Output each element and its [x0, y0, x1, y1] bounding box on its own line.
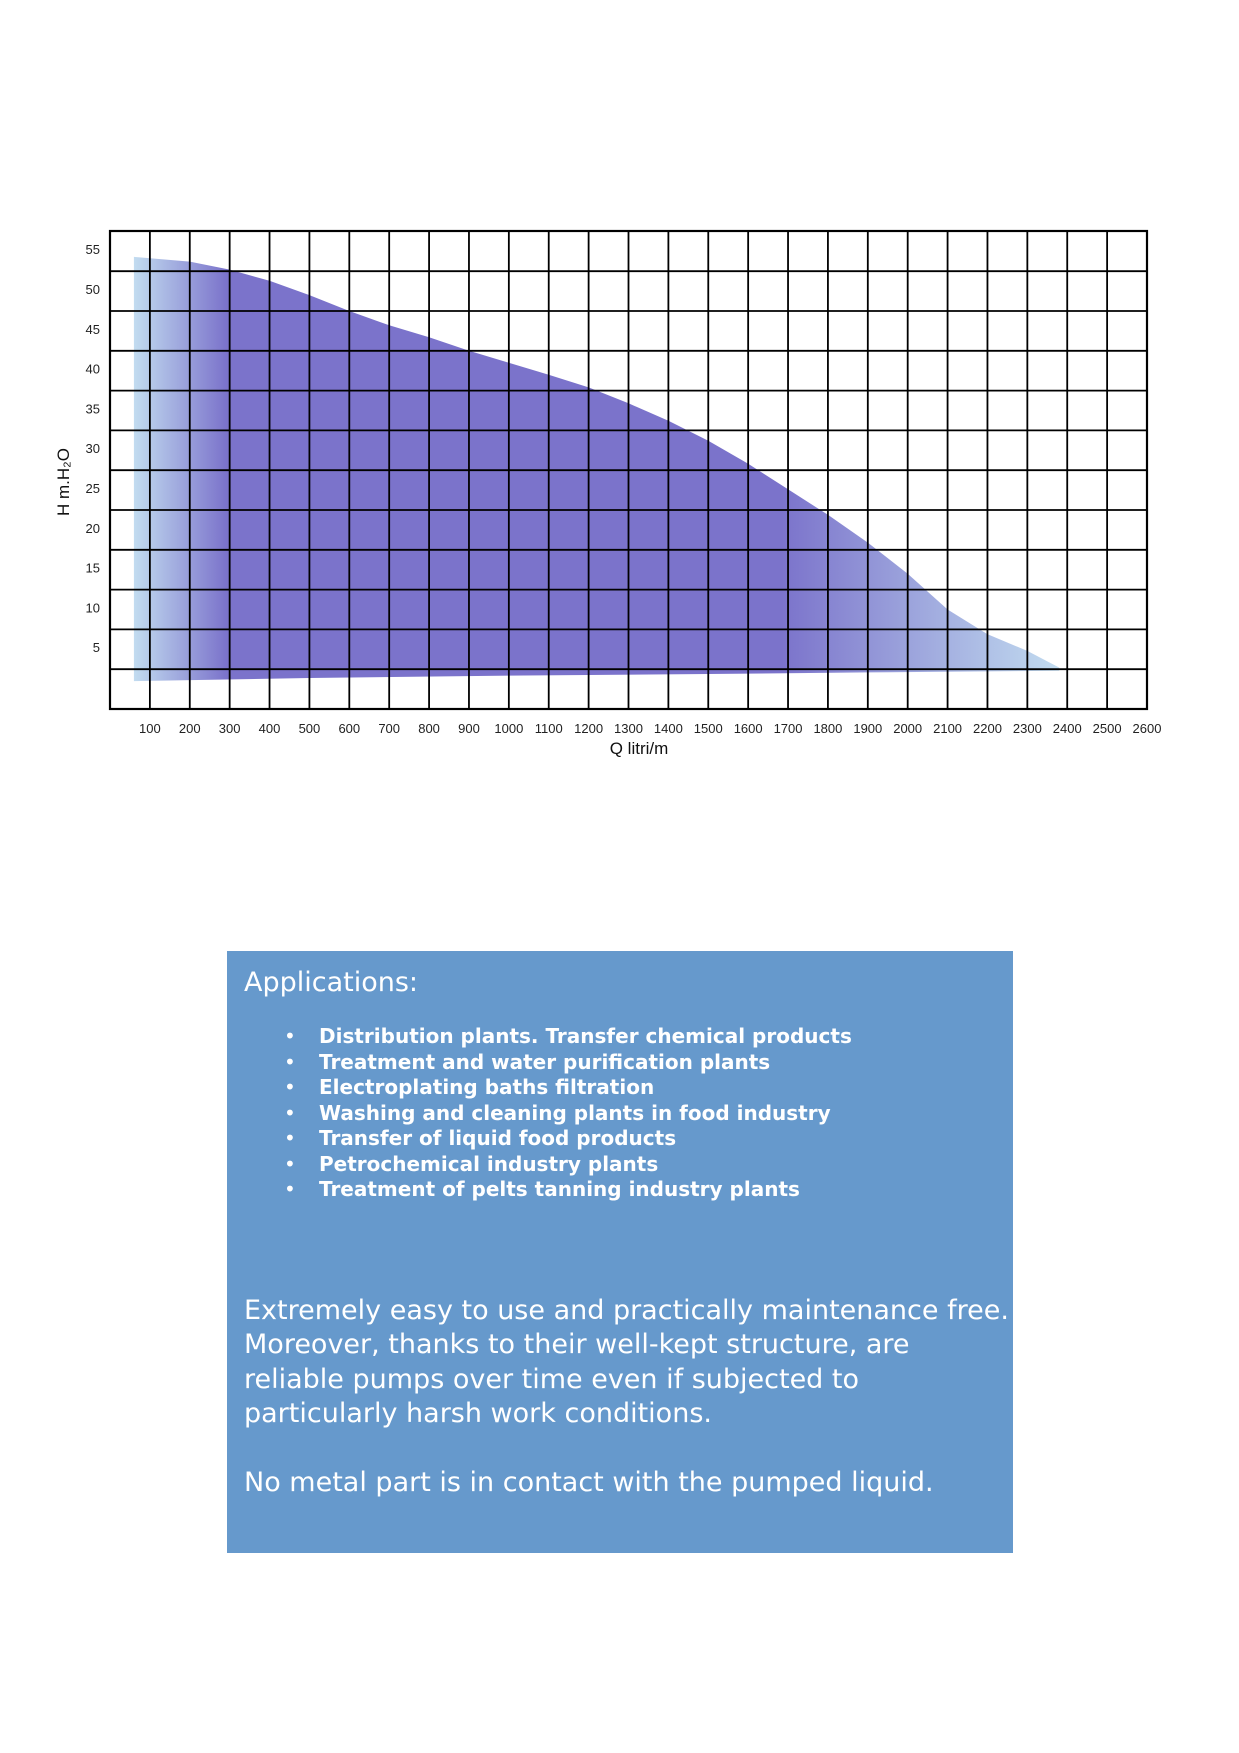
- x-tick-label: 2100: [933, 721, 963, 736]
- x-tick-label: 2600: [1132, 721, 1162, 736]
- x-tick-label: 1600: [733, 721, 763, 736]
- list-item: • Transfer of liquid food products: [284, 1126, 1013, 1152]
- x-tick-label: 600: [338, 721, 361, 736]
- list-item: • Washing and cleaning plants in food industry: [284, 1101, 1013, 1127]
- applications-list: [244, 1024, 1013, 1203]
- y-tick-label: 20: [85, 520, 100, 536]
- x-tick-label: 2000: [893, 721, 923, 736]
- x-axis-label: Q litri/m: [609, 739, 669, 758]
- x-tick-label: 1700: [773, 721, 803, 736]
- x-tick-label: 1900: [853, 721, 883, 736]
- x-tick-label: 700: [378, 721, 401, 736]
- y-tick-label: 25: [85, 481, 100, 496]
- x-tick-label: 1400: [653, 721, 683, 736]
- y-tick-label: 50: [85, 282, 100, 297]
- y-tick-label: 10: [85, 600, 100, 616]
- x-tick-label: 200: [178, 721, 201, 736]
- x-tick-label: 1000: [494, 721, 524, 736]
- x-tick-label: 1100: [534, 721, 563, 736]
- list-item: • Petrochemical industry plants: [284, 1152, 1013, 1178]
- y-axis-label: H m.H₂O: [54, 448, 73, 516]
- applications-title: Applications:: [244, 967, 419, 998]
- list-item: • Treatment and water purification plants: [284, 1050, 1013, 1076]
- x-tick-label: 1200: [574, 721, 604, 736]
- description-paragraph-1: Extremely easy to use and practically maintenance free.: [244, 1294, 1009, 1326]
- list-item: • Electroplating baths filtration: [284, 1075, 1013, 1101]
- area-layer: [134, 257, 1059, 681]
- performance-chart: [0, 0, 1239, 780]
- y-tick-label: 5: [92, 640, 100, 656]
- x-tick-label: 800: [418, 721, 440, 736]
- x-tick-label: 2500: [1092, 721, 1122, 736]
- y-tick-label: 40: [85, 361, 100, 377]
- x-tick-label: 100: [139, 721, 161, 736]
- y-tick-label: 15: [85, 560, 100, 576]
- x-tick-label: 2400: [1052, 721, 1082, 736]
- description-paragraph-2: Moreover, thanks to their well-kept structure, are reliable pumps over time even if subjected to particularly harsh work conditions.: [244, 1329, 910, 1430]
- y-tick-label: 55: [85, 242, 100, 258]
- x-tick-label: 400: [258, 721, 281, 736]
- x-tick-label: 900: [458, 721, 480, 736]
- x-tick-label: 1800: [813, 721, 843, 736]
- applications-panel: [227, 951, 1013, 1553]
- x-tick-label: 2200: [973, 721, 1002, 736]
- x-tick-label: 1300: [614, 721, 643, 736]
- x-tick-label: 2300: [1012, 721, 1042, 736]
- x-tick-label: 300: [218, 721, 241, 736]
- performance-area: [134, 257, 1059, 681]
- list-item: • Distribution plants. Transfer chemical products: [284, 1024, 1013, 1050]
- y-tick-labels: [86, 242, 100, 655]
- y-tick-label: 30: [85, 441, 100, 457]
- description-paragraph-3: No metal part is in contact with the pumped liquid.: [244, 1467, 934, 1499]
- x-tick-label: 1500: [693, 721, 723, 736]
- x-tick-labels: [139, 721, 1161, 736]
- y-tick-label: 45: [85, 321, 100, 337]
- x-tick-label: 500: [298, 721, 321, 736]
- y-tick-label: 35: [85, 401, 100, 417]
- list-item: • Treatment of pelts tanning industry plants: [284, 1177, 1013, 1203]
